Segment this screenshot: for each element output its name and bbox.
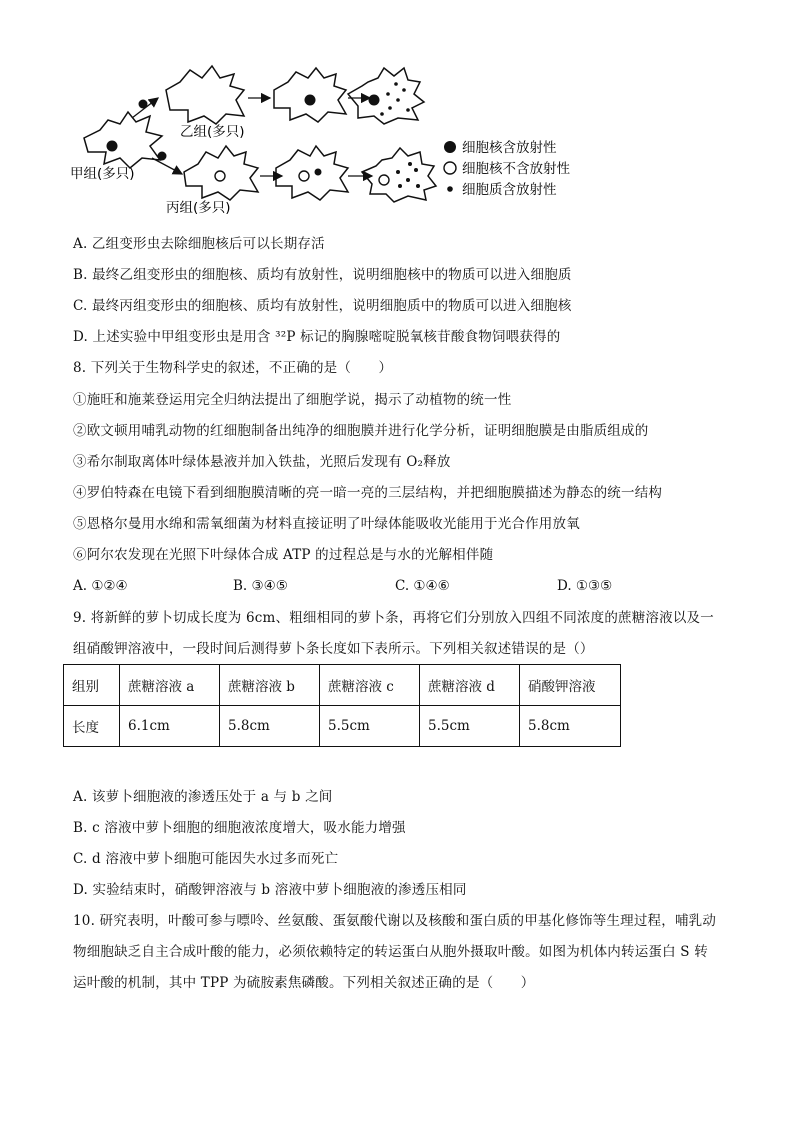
q8-item-3: ③希尔制取离体叶绿体悬液并加入铁盐，光照后发现有 O₂释放 <box>73 454 451 470</box>
table-cell: 5.5cm <box>420 706 520 747</box>
label-group-yi: 乙组(多只) <box>180 124 245 140</box>
q8-options <box>73 578 693 596</box>
q8-option-b: B. ③④⑤ <box>233 578 288 594</box>
q8-item-6: ⑥阿尔农发现在光照下叶绿体合成 ATP 的过程总是与水的光解相伴随 <box>73 547 494 563</box>
table-cell: 蔗糖溶液 c <box>320 665 420 706</box>
table-cell: 5.5cm <box>320 706 420 747</box>
table-cell: 蔗糖溶液 b <box>220 665 320 706</box>
table-cell: 5.8cm <box>520 706 621 747</box>
amoeba-group-yi-1 <box>166 66 244 124</box>
q9-option-c: C. d 溶液中萝卜细胞可能因失水过多而死亡 <box>73 851 339 867</box>
q7-option-b: B. 最终乙组变形虫的细胞核、质均有放射性，说明细胞核中的物质可以进入细胞质 <box>73 267 572 283</box>
table-cell: 长度 <box>64 706 120 747</box>
legend-label-1: 细胞核含放射性 <box>462 140 557 156</box>
filled-circle-icon <box>444 141 456 153</box>
q8-option-c: C. ①④⑥ <box>395 578 450 594</box>
q7-option-c: C. 最终丙组变形虫的细胞核、质均有放射性，说明细胞质中的物质可以进入细胞核 <box>73 298 572 314</box>
legend-label-3: 细胞质含放射性 <box>462 182 557 198</box>
q9-option-a: A. 该萝卜细胞液的渗透压处于 a 与 b 之间 <box>73 789 333 805</box>
q8-stem: 8. 下列关于生物科学史的叙述，不正确的是（ ） <box>73 360 393 376</box>
q8-item-1: ①施旺和施莱登运用完全归纳法提出了细胞学说，揭示了动植物的统一性 <box>73 392 512 408</box>
q7-option-d: D. 上述实验中甲组变形虫是用含 ³²P 标记的胸腺嘧啶脱氧核苷酸食物饲喂获得的 <box>73 329 561 345</box>
table-cell: 5.8cm <box>220 706 320 747</box>
amoeba-experiment-figure <box>70 60 610 225</box>
q9-option-d: D. 实验结束时，硝酸钾溶液与 b 溶液中萝卜细胞液的渗透压相同 <box>73 882 467 898</box>
q8-option-a: A. ①②④ <box>73 578 128 594</box>
table-cell: 组别 <box>64 665 120 706</box>
table-cell: 蔗糖溶液 a <box>120 665 220 706</box>
open-circle-icon <box>444 162 456 174</box>
q9-stem-line1: 9. 将新鲜的萝卜切成长度为 6cm、粗细相同的萝卜条，再将它们分别放入四组不同浓度的蔗糖溶液以及一 <box>73 610 714 626</box>
table-cell: 6.1cm <box>120 706 220 747</box>
q10-line1: 10. 研究表明，叶酸可参与嘌呤、丝氨酸、蛋氨酸代谢以及核酸和蛋白质的甲基化修饰等生理过程，哺乳动 <box>73 913 717 929</box>
q10-line3: 运叶酸的机制，其中 TPP 为硫胺素焦磷酸。下列相关叙述正确的是（ ） <box>73 975 535 991</box>
table-header-row <box>64 665 621 706</box>
amoeba-group-yi-3 <box>348 68 424 124</box>
amoeba-group-bing-1 <box>184 146 258 200</box>
amoeba-group-jia <box>84 112 162 168</box>
filled-nucleus-icon <box>107 141 118 152</box>
label-group-bing: 丙组(多只) <box>166 200 231 216</box>
table-cell: 蔗糖溶液 d <box>420 665 520 706</box>
q10-line2: 物细胞缺乏自主合成叶酸的能力，必须依赖特定的转运蛋白从胞外摄取叶酸。如图为机体内转运蛋白 S 转 <box>73 944 708 960</box>
q9-data-table <box>63 664 621 747</box>
legend-label-2: 细胞核不含放射性 <box>462 161 570 177</box>
table-row <box>64 706 621 747</box>
label-group-jia: 甲组(多只) <box>70 166 135 182</box>
q9-option-b: B. c 溶液中萝卜细胞的细胞液浓度增大，吸水能力增强 <box>73 820 406 836</box>
q9-stem-line2: 组硝酸钾溶液中，一段时间后测得萝卜条长度如下表所示。下列相关叙述错误的是（） <box>73 641 594 657</box>
amoeba-group-yi-2 <box>274 68 346 122</box>
amoeba-group-bing-2 <box>276 146 348 200</box>
table-cell: 硝酸钾溶液 <box>520 665 621 706</box>
dot-icon <box>447 186 453 192</box>
q7-option-a: A. 乙组变形虫去除细胞核后可以长期存活 <box>73 236 325 252</box>
q8-option-d: D. ①③⑤ <box>557 578 613 594</box>
q8-item-2: ②欧文顿用哺乳动物的红细胞制备出纯净的细胞膜并进行化学分析，证明细胞膜是由脂质组成的 <box>73 423 649 439</box>
legend <box>444 139 570 198</box>
amoeba-group-bing-3 <box>362 148 436 202</box>
q8-item-4: ④罗伯特森在电镜下看到细胞膜清晰的亮一暗一亮的三层结构，并把细胞膜描述为静态的统一结构 <box>73 485 663 501</box>
q8-item-5: ⑤恩格尔曼用水绵和需氧细菌为材料直接证明了叶绿体能吸收光能用于光合作用放氧 <box>73 516 580 532</box>
